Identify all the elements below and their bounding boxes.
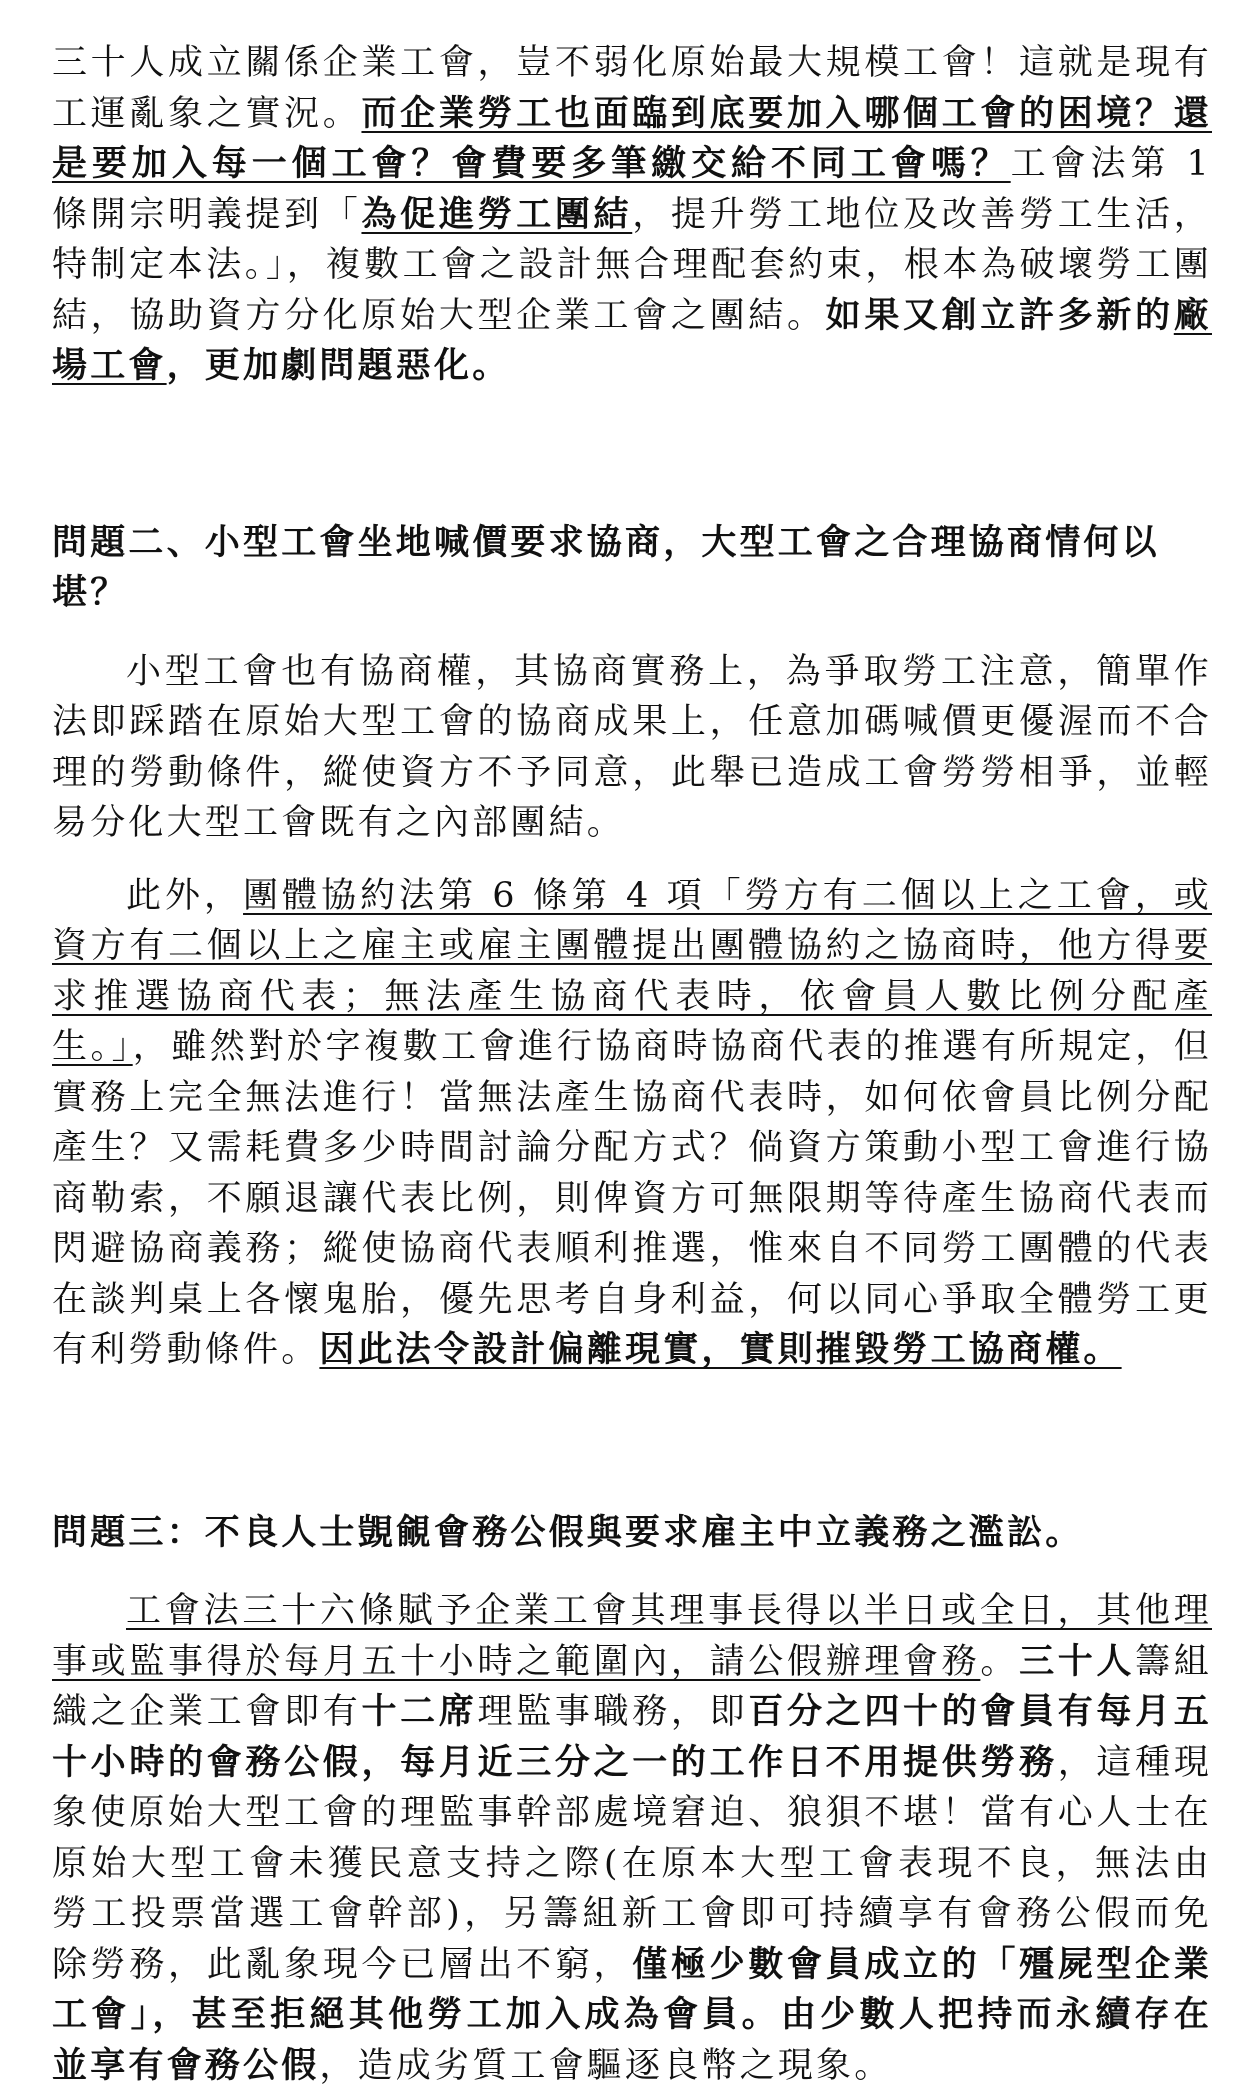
paragraph-union-leave (52, 1586, 1212, 2091)
paragraph-spacer (52, 849, 1212, 871)
sentence-bad-drives-good: ，造成劣質工會驅逐良幣之現象。 (319, 2045, 893, 2086)
quote-article-six: 團體協約法第 6 條第 4 項「勞方有二個以上之工會，或資方有二個以上之雇主或雇主團體提出團體協約之協商時，他方得要求推選協商代表；無法產生協商代表時，依會員人數比例分配產生。」 (52, 875, 1212, 1067)
sentence-practice-impossible: ，雖然對於字複數工會進行協商時協商代表的推選有所規定，但實務上完全無法進行！當無法產生協商代表時，如何依會員比例分配產生？又需耗費多少時間討論分配方式？倘資方策動小型工會進行協商勒索，不願退讓代表比例，則俾資方可無限期等待產生協商代表而閃避協商義務；縱使協商代表順利推選，惟來自不同勞工團體的代表在談判桌上各懷鬼胎，優先思考自身利益，何以同心爭取全體勞工更有利勞動條件。 (52, 1027, 1212, 1370)
sentence-in-addition: 此外， (126, 875, 244, 916)
section-spacer (52, 1376, 1212, 1508)
emphasis-forty-percent: 百分之四十的會員有每月五十小時的會務公假，每月近三分之一的工作日不用提供勞務 (52, 1691, 1212, 1783)
sentence-article-one: 工會法第 1 條開宗明義提到「 (52, 144, 1212, 235)
paragraph-small-union-bargaining: 小型工會也有協商權，其協商實務上，為爭取勞工注意，簡單作法即踩踏在原始大型工會的協商成果上，任意加碼喊價更優渥而不合理的勞動條件，縱使資方不予同意，此舉已造成工會勞勞相爭，並輕易分化大型工會既有之內部團結。 (52, 651, 1212, 843)
heading-spacer (52, 1558, 1212, 1586)
heading-issue-two: 問題二、小型工會坐地喊價要求協商，大型工會之合理協商情何以堪？ (52, 521, 1160, 613)
paragraph-collective-agreement-act (52, 871, 1212, 1376)
document-page (52, 38, 1212, 2091)
sentence-destroy-unity: ，提升勞工地位及改善勞工生活，特制定本法。」，複數工會之設計無合理配套約束，根本為破壞勞工團結，協助資方分化原始大型企業工會之團結。 (52, 194, 1212, 336)
emphasis-dilemma: 而企業勞工也面臨到底要加入哪個工會的困境？還是要加入每一個工會？會費要多筆繳交給不同工會嗎？ (52, 92, 1212, 184)
emphasis-promote-unity: 為促進勞工團結 (361, 193, 633, 235)
paragraph-union-fragmentation (52, 38, 1212, 392)
section-spacer (52, 392, 1212, 518)
emphasis-destroy-bargaining: 因此法令設計偏離現實，實則摧毀勞工協商權。 (319, 1329, 1122, 1370)
emphasis-zombie-union: 僅極少數會員成立的「殭屍型企業工會」，甚至拒絕其他勞工加入成為會員。由少數人把持而永續存在並享有會務公假 (52, 1943, 1212, 2086)
emphasis-worsen: ，更加劇問題惡化。 (166, 345, 511, 386)
sentence-director-positions: 理監事職務，即 (477, 1692, 749, 1732)
emphasis-twelve-seats: 十二席 (361, 1691, 478, 1732)
sentence-organize: 籌組織之企業工會即有 (52, 1641, 1212, 1732)
sentence-current-chaos: 三十人成立關係企業工會，豈不弱化原始最大規模工會！這就是現有工運亂象之實況。 (52, 43, 1212, 134)
emphasis-thirty-people: 三十人 (1019, 1640, 1136, 1682)
quote-article-thirty-six: 工會法三十六條賦予企業工會其理事長得以半日或全日，其他理事或監事得於每月五十小時之範圍內，請公假辦理會務 (52, 1591, 1212, 1682)
heading-issue-three: 問題三：不良人士覬覦會務公假與要求雇主中立義務之濫訟。 (52, 1511, 1084, 1553)
punctuation-period: 。 (980, 1641, 1020, 1682)
heading-spacer (52, 619, 1212, 647)
sentence-predicament: ，這種現象使原始大型工會的理監事幹部處境窘迫、狼狽不堪！當有心人士在原始大型工會未獲民意支持之際(在原本大型工會表現不良，無法由勞工投票當選工會幹部)，另籌組新工會即可持續享有會務公假而免除勞務，此亂象現今已層出不窮， (52, 1742, 1212, 1985)
emphasis-new-unions: 如果又創立許多新的 (825, 294, 1174, 336)
emphasis-plant-union: 廠場工會 (52, 294, 1212, 386)
